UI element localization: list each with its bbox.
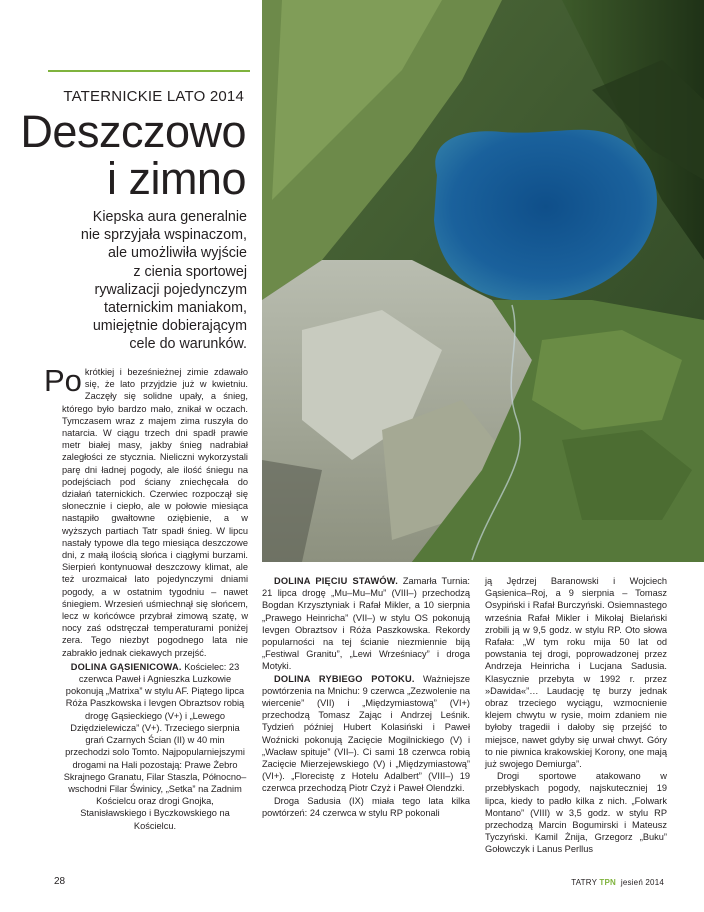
subsection-paragraph [62, 661, 248, 832]
subsection-heading: DOLINA PIĘCIU STAWÓW. [274, 576, 398, 586]
lead-line: umiejętnie dobierającym [92, 318, 247, 335]
body-paragraph: ją Jędrzej Baranowski i Wojciech Gąsienica–Roj, a 9 sierpnia – Tomasz Osypiński i Rafał Burczyński. Osiemnastego września Rafał Mikler i Mikołaj Bielański zrobili ją w 9,5 godz. w stylu RP. Oto słowa Rafała: „W tym roku mija 50 lat od powstania tej drogi, poprowadzonej przez Andrzeja Heinricha i Lucjana Sadusia. Klasycznie przebyta w 1992 r. przez »Dawida«”… Laudację tę burzy jednak obraz trzeciego wyciągu, wzmocnienie klejem chwytu w rysie, moim zdaniem nie byłoby tragedii i dałoby się przejść to miejsce, nawet gdyby się urwał chwyt. Góry to nie piwnica krakowskiej Korony, one mają już swojego Demiurga”. [485, 576, 667, 770]
publisher-logo: TPN [599, 878, 617, 887]
intro-paragraph [44, 363, 248, 659]
body-column-1 [44, 363, 248, 832]
subsection-text: Zamarła Turnia: 21 lipca drogę „Mu–Mu–Mu” (VIII–) przechodzą Bogdan Krzysztyniak i Rafał Mikler, a 10 sierpnia „Prawego Heinricha” (VII–) w stylu OS pokonują Ievgen Obraztsov i Róża Paszkowska. Rekordy popularności na tej ścianie niezmiennie biją „Festiwal Granitu”, „Lewi Wrześniacy” i droga Motyki. [262, 576, 470, 672]
intro-text: krótkiej i beześnieżnej zimie zdawało się, że lato przyjdzie już w kwietniu. Zaczęły się solidne upały, a śnieg, którego było bardzo mało, znikał w oczach. Tymczasem wraz z majem zima ruszyła do natarcia. W ciągu trzech dni spadł prawie metr białej masy, jakby śnieg nadrabiał zaległości ze stycznia. Nieliczni wykorzystali parę dni ładnej pogody, ale ilość śniegu na podejściach pod ściany zniechęcała do działań taternickich. Czerwiec rozpoczął się słonecznie i ciepło, ale w połowie miesiąca nastąpiło gwałtowne oziębienie, a w wyższych partiach Tatr spadł śnieg. W lipcu nastały typowe dla tego miesiąca deszczowe dni, z małą ilością słońca i ciągłymi burzami. Sierpień kontynuował deszczowy klimat, ale też urozmaicał lato pojedynczymi dniami pogody, a w ostatnim tygodniu – nawet śniegiem. Wrzesień uśmiechnął się słońcem, lecz w końcówce przybrał zimową szatę, w nocy zaś odstręczał temperaturami poniżej zera. Tego niezbyt pogodnego lata nie zabrakło jednak ciekawych przejść. [62, 367, 248, 658]
lead-line: ale umożliwiła wyjście [107, 245, 247, 262]
lead-line: z cienia sportowej [133, 263, 247, 280]
page-number: 28 [54, 876, 66, 887]
subsection-heading: DOLINA GĄSIENICOWA. [70, 661, 182, 672]
section-label: TATERNICKIE LATO 2014 [63, 88, 244, 105]
subsection-paragraph [262, 673, 470, 795]
magazine-name: TATRY [571, 878, 597, 887]
lead-line: nie sprzyjała wspinaczom, [80, 227, 247, 244]
body-paragraph: Droga Sadusia (IX) miała tego lata kilka powtórzeń: 24 czerwca w stylu RP pokonali [262, 795, 470, 818]
title-line-1: Deszczowo [20, 106, 246, 157]
lead-line: rywalizacji pojedynczym [94, 281, 247, 298]
subsection-text: Ważniejsze powtórzenia na Mnichu: 9 czerwca „Zezwolenie na wiercenie” (VII) i „Międzymiastową” (VI+) przechodzą Tomasz Zając i Andrzej Leśnik. Tydzień później Hubert Kolasiński i Paweł Woźnicki pokonują Zacięcie Mogilnickiego (V) i „Wacław spituje” (VII–). Ci sami 18 czerwca robią Zacięcie Mierzejewskiego (V) i „Międzymiastową” (VI+). „Florecistę z Hotelu Adalbert” (VIII–) 19 czerwca przechodzą Piotr Czyż i Paweł Olendzki. [262, 673, 470, 794]
issue-label: jesień 2014 [620, 878, 664, 887]
lead-line: cele do warunków. [129, 336, 247, 353]
article-title [0, 108, 246, 202]
body-paragraph: Drogi sportowe atakowano w przebłyskach pogody, najskuteczniej 19 lipca, kiedy to padło kilka z nich. „Folwark Montano” (VIII) w 3,5 godz. w stylu RP przechodzą Marcin Bogumirski i Mateusz Tyczyński. Kamil Żnija, Grzegorz „Buku” Gołowczyk i Lanus Perllus [485, 771, 667, 855]
subsection-heading: DOLINA RYBIEGO POTOKU. [274, 673, 415, 684]
lead-line: taternickim maniakom, [103, 300, 247, 317]
lead-line: Kiepska aura generalnie [92, 209, 247, 225]
subsection-text: Kościelec: 23 czerwca Paweł i Agnieszka Luzkowie pokonują „Matrixa” w stylu AF. Piątego lipca Róża Paszkowska i Ievgen Obraztsov robią drogę Gąsieckiego (V+) i „Lewego Dziędzielewicza” (V+). Trzeciego sierpnia grań Czarnych Ścian (II) w 40 min przechodzi solo Tomto. Najpopularniejszymi drogami na Hali pozostają: Prawe Żebro Skrajnego Granatu, Filar Staszla, Północno–wschodni Filar Świnicy, „Setka” na Zadnim Kościelcu oraz drogi Gnojka, Stanisławskiego i Byczkowskiego na Kościelcu. [63, 661, 247, 831]
body-column-3 [485, 575, 667, 856]
drop-cap: Po [44, 363, 82, 398]
title-line-2: i zimno [106, 153, 246, 204]
article-lead [60, 208, 247, 354]
subsection-paragraph [262, 575, 470, 673]
footer-masthead [571, 878, 664, 887]
lake-photo [262, 0, 704, 562]
body-column-2 [262, 575, 470, 819]
accent-rule [48, 70, 250, 72]
